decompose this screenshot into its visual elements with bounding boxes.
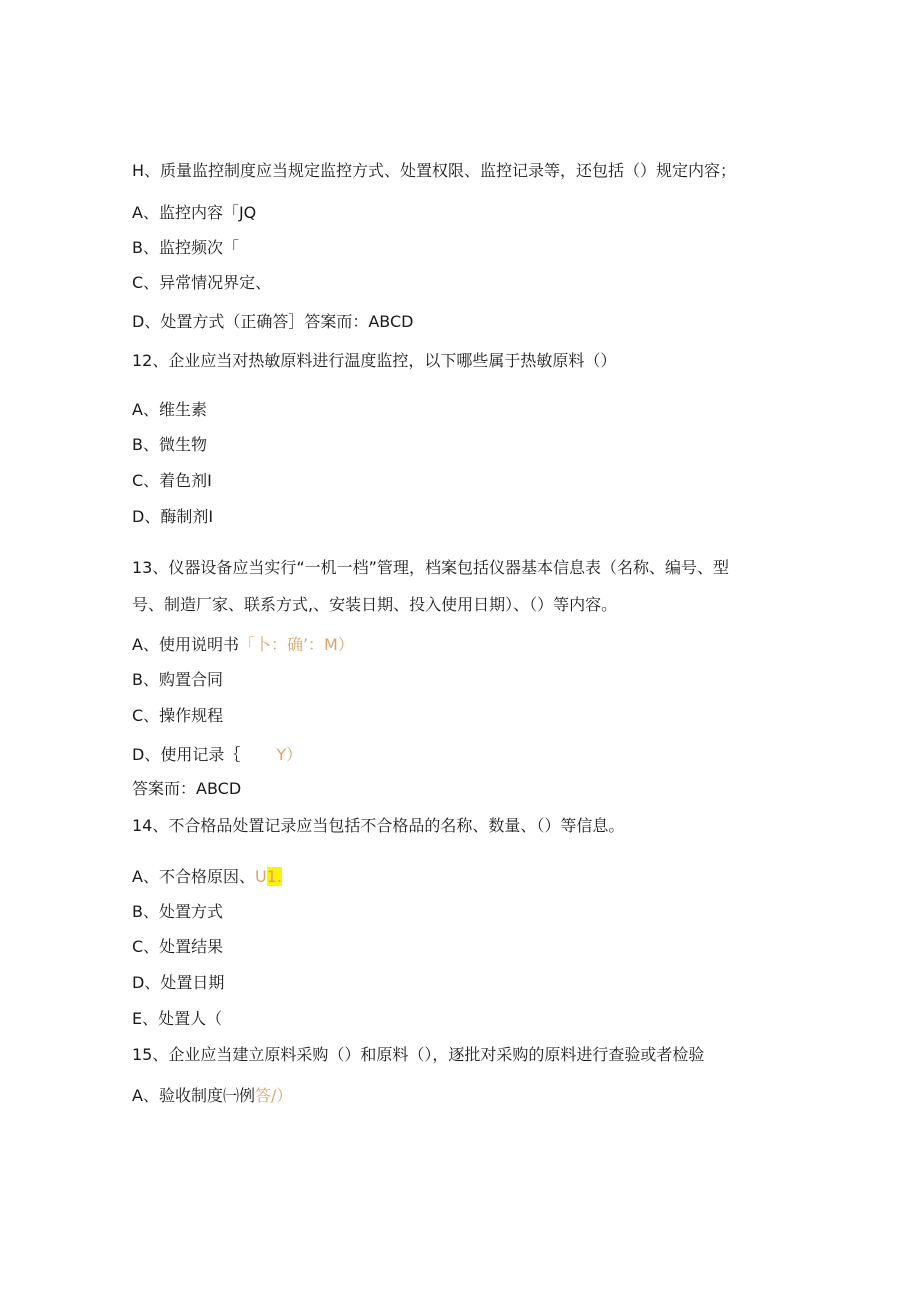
q15-option-a-note: 答/） — [254, 1086, 293, 1105]
question-15-text: 15、企业应当建立原料采购（）和原料（），逐批对采购的原料进行查验或者检验 — [132, 1045, 705, 1064]
q14-option-a-note: U — [254, 867, 267, 886]
q13-option-a-label: A、使用说明书 — [132, 635, 239, 654]
q12-option-d: D、酶制剂I — [132, 507, 214, 526]
q15-option-a — [132, 1086, 292, 1106]
question-h-text: H、质量监控制度应当规定监控方式、处置权限、监控记录等，还包括（）规定内容； — [132, 161, 737, 180]
q13-option-b: B、购置合同 — [132, 670, 223, 689]
q13-option-d-label: D、使用记录｛ — [132, 745, 241, 764]
question-12-text: 12、企业应当对热敏原料进行温度监控，以下哪些属于热敏原料（） — [132, 351, 617, 370]
q13-option-a-note: 「卜：确’：M） — [238, 635, 354, 654]
q14-option-a-label: A、不合格原因、 — [132, 867, 255, 886]
q14-option-a — [132, 867, 282, 887]
q13-option-d — [132, 745, 302, 765]
q15-option-a-label: A、验收制度㈠例 — [132, 1086, 255, 1105]
q14-highlight-mark: 1. — [266, 867, 282, 886]
question-13-text-line1: 13、仪器设备应当实行“一机一档”管理，档案包括仪器基本信息表（名称、编号、型 — [132, 558, 729, 577]
q13-option-a — [132, 635, 354, 655]
q14-option-b: B、处置方式 — [132, 902, 223, 921]
q14-option-d: D、处置日期 — [132, 973, 225, 992]
option-d-answer: D、处置方式（正确答］答案而：ABCD — [132, 312, 414, 331]
option-a: A、监控内容「JQ — [132, 203, 257, 222]
q12-option-c: C、着色剂I — [132, 471, 212, 490]
q13-option-c: C、操作规程 — [132, 706, 224, 725]
q13-option-d-note: Y） — [276, 745, 303, 764]
q12-option-a: A、维生素 — [132, 400, 207, 419]
option-c: C、异常情况界定、 — [132, 273, 272, 292]
question-14-text: 14、不合格品处置记录应当包括不合格品的名称、数量、（）等信息。 — [132, 816, 625, 835]
q12-option-b: B、微生物 — [132, 435, 207, 454]
q14-option-e: E、处置人（ — [132, 1009, 223, 1028]
question-13-text-line2: 号、制造厂家、联系方式,、安装日期、投入使用日期）、（）等内容。 — [132, 595, 618, 614]
q13-answer: 答案而：ABCD — [132, 779, 242, 798]
q14-option-c: C、处置结果 — [132, 937, 224, 956]
option-b: B、监控频次「 — [132, 238, 239, 257]
